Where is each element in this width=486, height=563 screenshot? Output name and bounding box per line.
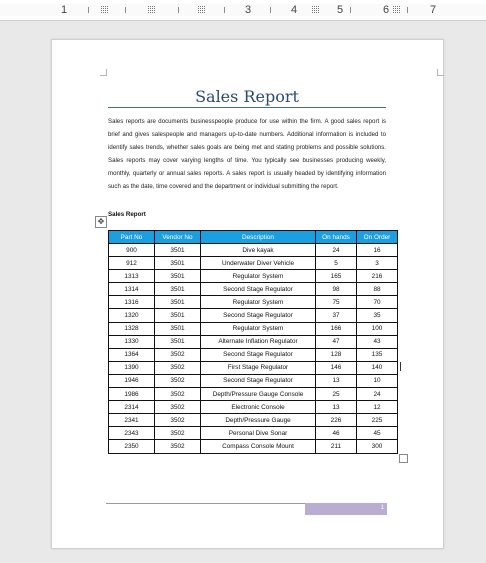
header-part-no[interactable]: Part No xyxy=(109,231,155,244)
cell-vendor-no[interactable]: 3501 xyxy=(155,283,201,296)
cell-vendor-no[interactable]: 3501 xyxy=(155,309,201,322)
sales-table[interactable] xyxy=(108,230,398,454)
header-on-hands[interactable]: On hands xyxy=(316,231,357,244)
ruler-tick xyxy=(178,7,179,13)
ruler-number: 5 xyxy=(337,4,344,16)
cell-part-no[interactable]: 2314 xyxy=(109,401,155,414)
cell-on-hands[interactable]: 46 xyxy=(316,427,357,440)
cell-part-no[interactable]: 2343 xyxy=(109,427,155,440)
table-row xyxy=(109,361,398,374)
cell-on-order[interactable]: 225 xyxy=(357,414,398,427)
table-row xyxy=(109,388,398,401)
ruler-number: 1 xyxy=(61,4,68,16)
table-row xyxy=(109,335,398,348)
cell-description[interactable]: Electronic Console xyxy=(201,401,316,414)
cell-on-hands[interactable]: 166 xyxy=(316,322,357,335)
cell-on-hands[interactable]: 128 xyxy=(316,348,357,361)
cell-on-hands[interactable]: 13 xyxy=(316,401,357,414)
cell-description[interactable]: Personal Dive Sonar xyxy=(201,427,316,440)
cell-on-order[interactable]: 16 xyxy=(357,244,398,257)
cell-on-hands[interactable]: 24 xyxy=(316,244,357,257)
cell-on-hands[interactable]: 13 xyxy=(316,374,357,387)
cell-vendor-no[interactable]: 3502 xyxy=(155,414,201,427)
cell-on-hands[interactable]: 165 xyxy=(316,270,357,283)
cell-on-order[interactable]: 45 xyxy=(357,427,398,440)
cell-part-no[interactable]: 912 xyxy=(109,257,155,270)
cell-part-no[interactable]: 1330 xyxy=(109,335,155,348)
cell-description[interactable]: Underwater Diver Vehicle xyxy=(201,257,316,270)
text-cursor xyxy=(400,362,401,371)
table-row xyxy=(109,348,398,361)
cell-part-no[interactable]: 1316 xyxy=(109,296,155,309)
cell-part-no[interactable]: 1986 xyxy=(109,388,155,401)
cell-on-order[interactable]: 300 xyxy=(357,440,398,453)
cell-description[interactable]: Second Stage Regulator xyxy=(201,309,316,322)
table-row xyxy=(109,440,398,453)
cell-part-no[interactable]: 1946 xyxy=(109,374,155,387)
cell-vendor-no[interactable]: 3502 xyxy=(155,427,201,440)
table-resize-handle[interactable] xyxy=(399,454,408,463)
cell-part-no[interactable]: 1314 xyxy=(109,283,155,296)
body-paragraph[interactable]: Sales reports are documents businesspeople produce for use within the firm. A good sales report is brief and gives salespeople and managers up-to-date numbers. Additional information is included to identify sales trends, whether sales goals are being met and stating problems and possible solutions. Sales reports may cover varying lengths of time. You typically see businesses producing weekly, monthly, quarterly or annual sales reports. A sales report is usually headed by identifying information such as the date, time covered and the department or individual submitting the report. xyxy=(108,118,386,191)
cell-on-hands[interactable]: 226 xyxy=(316,414,357,427)
column-marker[interactable] xyxy=(393,6,400,14)
cell-on-order[interactable]: 100 xyxy=(357,322,398,335)
table-row xyxy=(109,244,398,257)
table-row xyxy=(109,283,398,296)
header-description[interactable]: Description xyxy=(201,231,316,244)
cell-part-no[interactable]: 1328 xyxy=(109,322,155,335)
cell-description[interactable]: Regulator System xyxy=(201,270,316,283)
cell-on-hands[interactable]: 211 xyxy=(316,440,357,453)
cell-vendor-no[interactable]: 3502 xyxy=(155,388,201,401)
cell-description[interactable]: Regulator System xyxy=(201,322,316,335)
cell-vendor-no[interactable]: 3502 xyxy=(155,440,201,453)
table-row xyxy=(109,427,398,440)
ruler-tick xyxy=(88,7,89,13)
margin-corner-top-left xyxy=(100,69,107,76)
table-row xyxy=(109,309,398,322)
ruler-tick xyxy=(224,7,225,13)
cell-description[interactable]: Dive kayak xyxy=(201,244,316,257)
cell-on-order[interactable]: 140 xyxy=(357,361,398,374)
column-marker[interactable] xyxy=(312,6,319,14)
cell-vendor-no[interactable]: 3502 xyxy=(155,374,201,387)
table-row xyxy=(109,270,398,283)
cell-part-no[interactable]: 1313 xyxy=(109,270,155,283)
ruler-number: 3 xyxy=(245,4,252,16)
cell-vendor-no[interactable]: 3501 xyxy=(155,270,201,283)
table-row xyxy=(109,374,398,387)
ruler-track xyxy=(0,4,486,16)
title-underline xyxy=(108,107,386,108)
cell-part-no[interactable]: 2350 xyxy=(109,440,155,453)
cell-on-order[interactable]: 24 xyxy=(357,388,398,401)
cell-on-hands[interactable]: 5 xyxy=(316,257,357,270)
header-on-order[interactable]: On Order xyxy=(357,231,398,244)
table-row xyxy=(109,296,398,309)
cell-description[interactable]: Compass Console Mount xyxy=(201,440,316,453)
table-caption[interactable]: Sales Report xyxy=(108,211,146,218)
cell-description[interactable]: Second Stage Regulator xyxy=(201,374,316,387)
cell-on-order[interactable]: 35 xyxy=(357,309,398,322)
cell-vendor-no[interactable]: 3501 xyxy=(155,335,201,348)
table-row xyxy=(109,257,398,270)
ruler-tick xyxy=(407,7,408,13)
ruler-number: 7 xyxy=(430,4,437,16)
header-vendor-no[interactable]: Vendor No xyxy=(155,231,201,244)
cell-vendor-no[interactable]: 3502 xyxy=(155,401,201,414)
cell-description[interactable]: Depth/Pressure Gauge xyxy=(201,414,316,427)
column-marker[interactable] xyxy=(101,6,108,14)
ruler-number: 6 xyxy=(383,4,390,16)
cell-on-hands[interactable]: 47 xyxy=(316,335,357,348)
cell-vendor-no[interactable]: 3501 xyxy=(155,244,201,257)
cell-on-hands[interactable]: 37 xyxy=(316,309,357,322)
page-number-box[interactable]: 1 xyxy=(305,503,387,515)
cell-description[interactable]: Second Stage Regulator xyxy=(201,348,316,361)
cell-part-no[interactable]: 900 xyxy=(109,244,155,257)
cell-description[interactable]: First Stage Regulator xyxy=(201,361,316,374)
document-title[interactable]: Sales Report xyxy=(195,87,299,106)
cell-on-order[interactable]: 216 xyxy=(357,270,398,283)
margin-corner-top-right xyxy=(437,69,444,76)
cell-description[interactable]: Alternate Inflation Regulator xyxy=(201,335,316,348)
horizontal-ruler[interactable] xyxy=(0,0,486,21)
cell-part-no[interactable]: 1390 xyxy=(109,361,155,374)
cell-part-no[interactable]: 1320 xyxy=(109,309,155,322)
cell-on-order[interactable]: 10 xyxy=(357,374,398,387)
column-marker[interactable] xyxy=(198,6,205,14)
cell-vendor-no[interactable]: 3501 xyxy=(155,322,201,335)
cell-vendor-no[interactable]: 3501 xyxy=(155,257,201,270)
cell-vendor-no[interactable]: 3501 xyxy=(155,296,201,309)
cell-part-no[interactable]: 2341 xyxy=(109,414,155,427)
cell-on-order[interactable]: 135 xyxy=(357,348,398,361)
table-row xyxy=(109,322,398,335)
column-marker[interactable] xyxy=(148,6,155,14)
cell-on-order[interactable]: 70 xyxy=(357,296,398,309)
cell-description[interactable]: Depth/Pressure Gauge Console xyxy=(201,388,316,401)
cell-on-hands[interactable]: 98 xyxy=(316,283,357,296)
cell-on-order[interactable]: 12 xyxy=(357,401,398,414)
table-row xyxy=(109,401,398,414)
ruler-tick xyxy=(350,7,351,13)
cell-description[interactable]: Second Stage Regulator xyxy=(201,283,316,296)
cell-on-order[interactable]: 3 xyxy=(357,257,398,270)
table-row xyxy=(109,414,398,427)
table-move-handle-icon[interactable]: ✥ xyxy=(95,216,107,228)
cell-on-hands[interactable]: 146 xyxy=(316,361,357,374)
cell-part-no[interactable]: 1364 xyxy=(109,348,155,361)
cell-vendor-no[interactable]: 3502 xyxy=(155,348,201,361)
cell-on-order[interactable]: 88 xyxy=(357,283,398,296)
cell-on-order[interactable]: 43 xyxy=(357,335,398,348)
cell-on-hands[interactable]: 25 xyxy=(316,388,357,401)
ruler-tick xyxy=(270,7,271,13)
table-header-row xyxy=(109,231,398,244)
footer-rule xyxy=(106,503,305,504)
cell-description[interactable]: Regulator System xyxy=(201,296,316,309)
ruler-number: 4 xyxy=(291,4,298,16)
cell-vendor-no[interactable]: 3502 xyxy=(155,361,201,374)
cell-on-hands[interactable]: 75 xyxy=(316,296,357,309)
ruler-tick xyxy=(125,7,126,13)
